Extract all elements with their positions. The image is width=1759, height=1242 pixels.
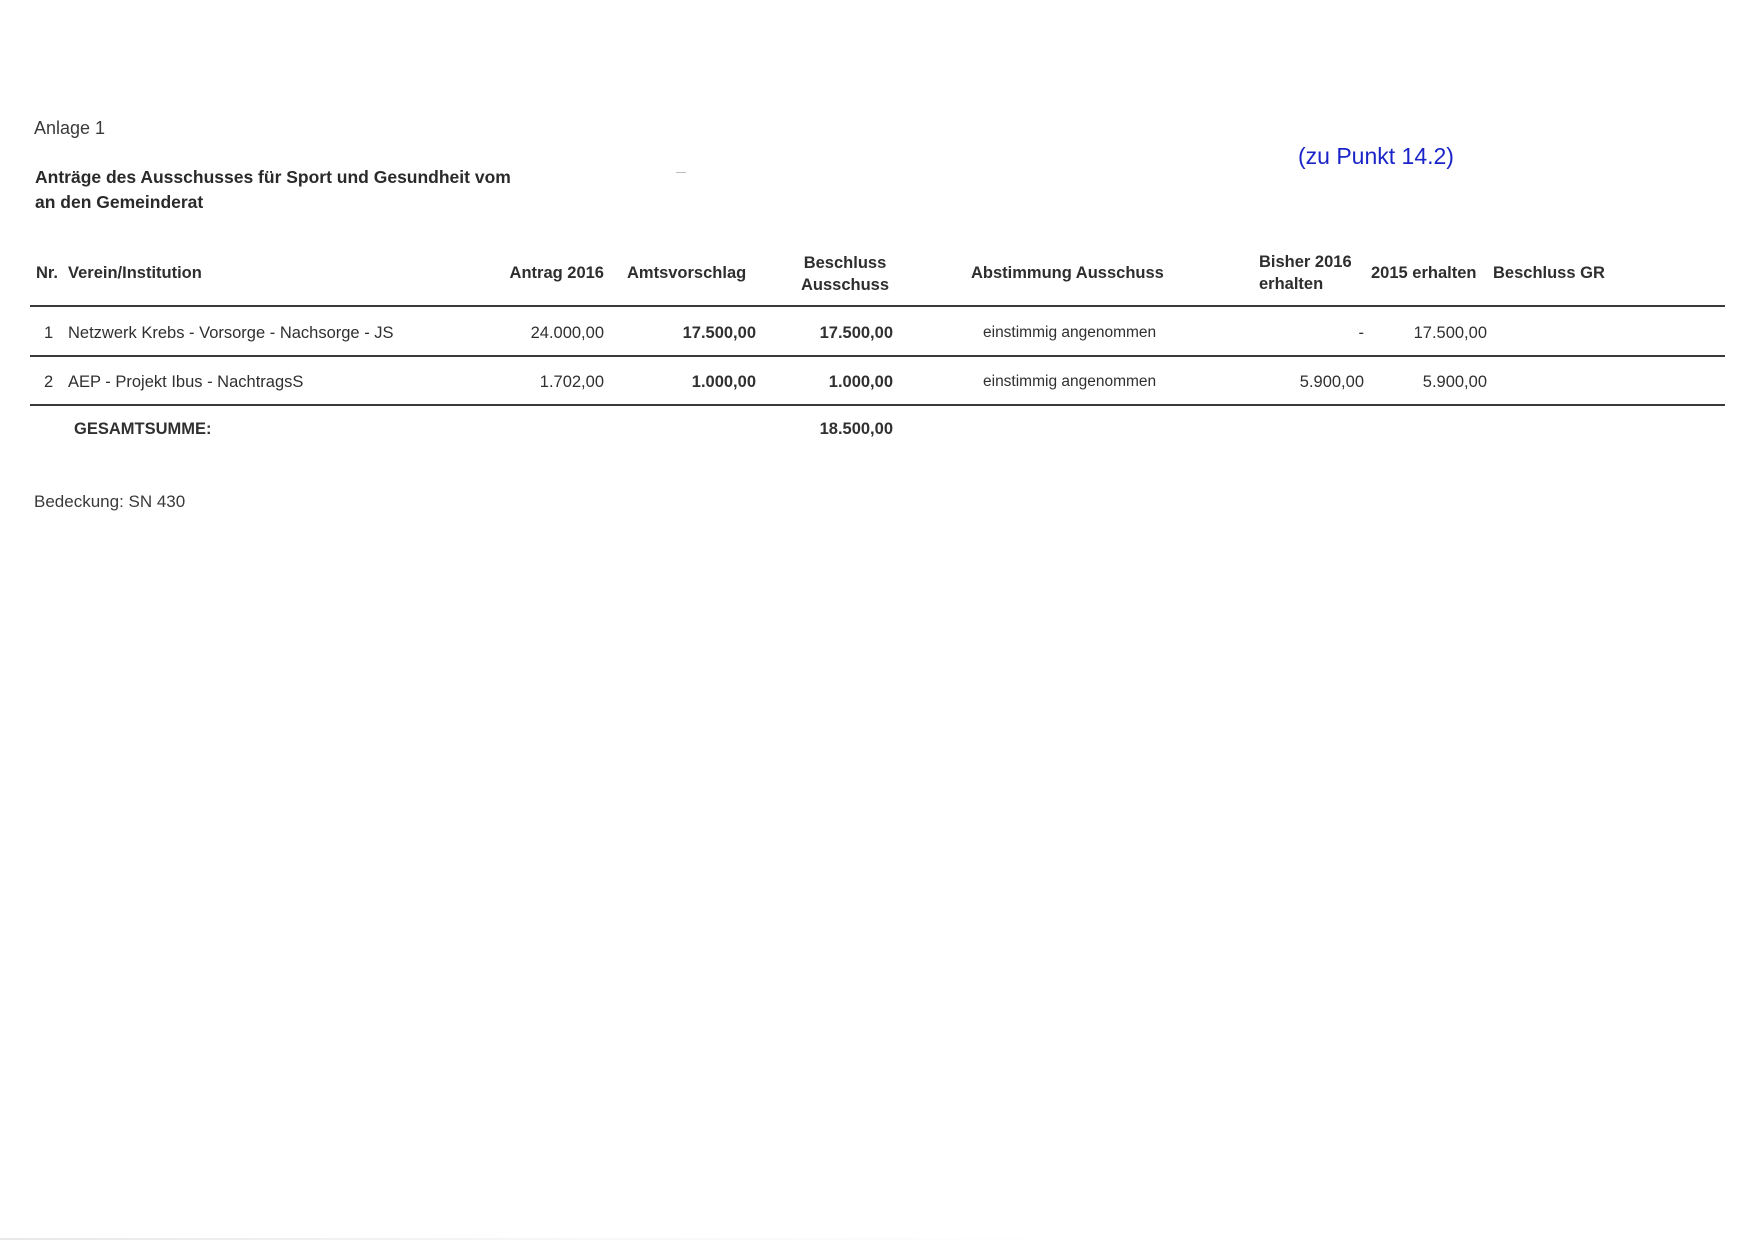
row-verein: Netzwerk Krebs - Vorsorge - Nachsorge - JS — [68, 324, 394, 342]
title-line-2: an den Gemeinderat — [35, 192, 204, 212]
row-beschluss: 17.500,00 — [819, 324, 893, 342]
total-label: GESAMTSUMME: — [74, 420, 212, 438]
header-bisher-line1: Bisher 2016 — [1259, 253, 1352, 271]
row-erhalten2015: 17.500,00 — [1413, 324, 1487, 342]
header-beschluss-line1: Beschluss — [803, 254, 887, 272]
row-bisher: 5.900,00 — [1299, 373, 1364, 391]
header-rule — [30, 305, 1725, 307]
coverage-note: Bedeckung: SN 430 — [34, 492, 186, 511]
header-verein: Verein/Institution — [68, 264, 202, 282]
row-erhalten2015: 5.900,00 — [1422, 373, 1487, 391]
row-abstimmung: einstimmig angenommen — [983, 324, 1157, 341]
header-erhalten2015: 2015 erhalten — [1371, 264, 1477, 282]
header-beschluss-line2: Ausschuss — [800, 276, 890, 294]
attachment-label: Anlage 1 — [34, 118, 106, 138]
header-beschluss-gr: Beschluss GR — [1493, 264, 1605, 282]
title-line-1: Anträge des Ausschusses für Sport und Gesundheit vom — [35, 167, 511, 187]
scan-mark — [676, 172, 686, 173]
row-rule — [30, 404, 1725, 406]
header-nr: Nr. — [36, 264, 59, 282]
row-antrag: 1.702,00 — [539, 373, 604, 391]
reference-label: (zu Punkt 14.2) — [1298, 143, 1454, 169]
document-title — [35, 165, 511, 215]
header-abstimmung: Abstimmung Ausschuss — [971, 264, 1164, 282]
scan-edge — [0, 1238, 1759, 1240]
header-antrag: Antrag 2016 — [509, 264, 604, 282]
row-nr: 2 — [44, 373, 54, 391]
header-beschluss — [780, 252, 910, 296]
row-antrag: 24.000,00 — [530, 324, 604, 342]
row-bisher: - — [1358, 324, 1364, 342]
header-amtsvorschlag: Amtsvorschlag — [627, 264, 747, 282]
row-verein: AEP - Projekt Ibus - NachtragsS — [68, 373, 304, 391]
header-bisher-line2: erhalten — [1259, 275, 1324, 293]
header-bisher — [1259, 251, 1352, 295]
row-nr: 1 — [44, 324, 54, 342]
total-value: 18.500,00 — [819, 420, 893, 438]
row-amtsvorschlag: 1.000,00 — [691, 373, 756, 391]
row-beschluss: 1.000,00 — [828, 373, 893, 391]
row-abstimmung: einstimmig angenommen — [983, 373, 1157, 390]
row-amtsvorschlag: 17.500,00 — [682, 324, 756, 342]
row-rule — [30, 355, 1725, 357]
